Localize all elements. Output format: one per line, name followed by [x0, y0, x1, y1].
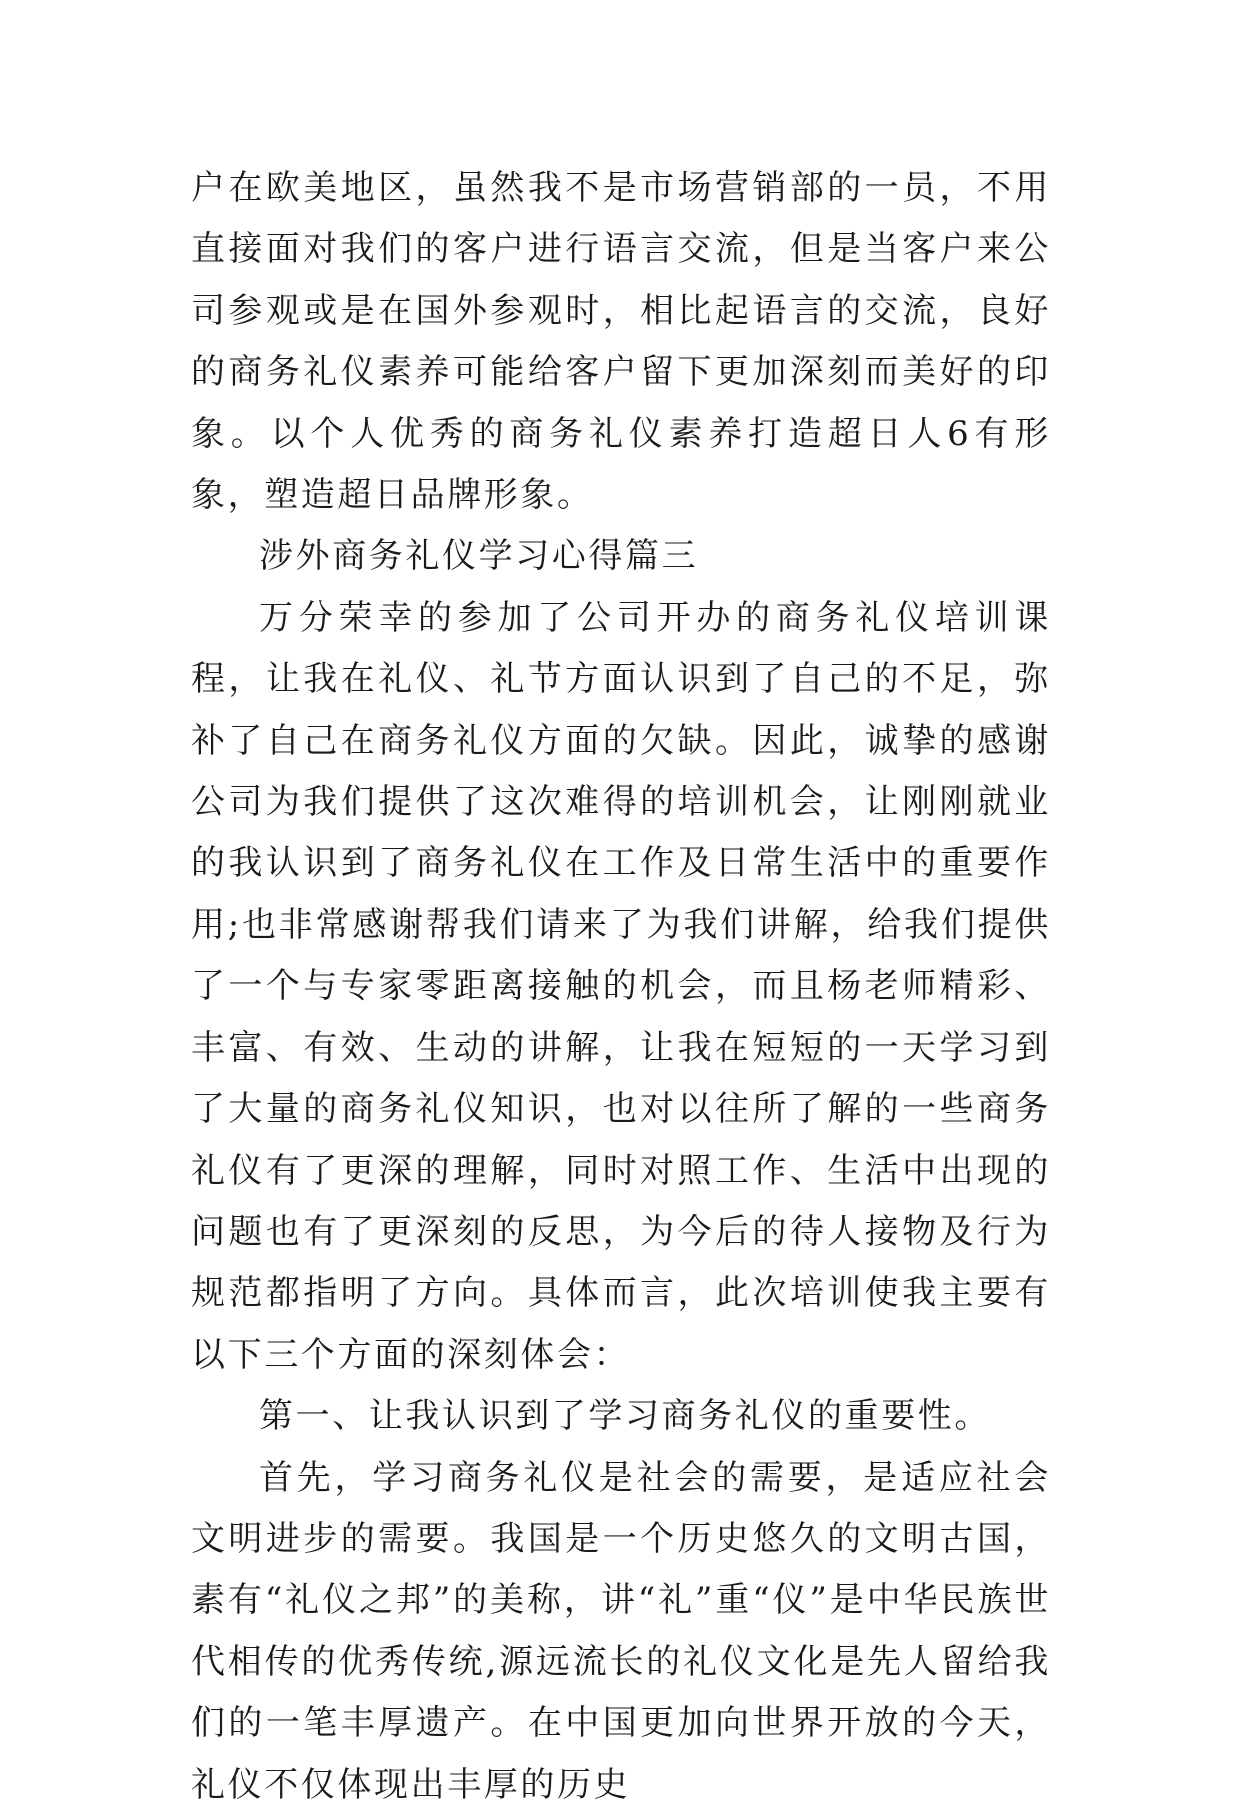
section-heading: 涉外商务礼仪学习心得篇三	[259, 536, 699, 577]
paragraph-continuation: 户在欧美地区，虽然我不是市场营销部的一员，不用直接面对我们的客户进行语言交流，但是当客户来公司参观或是在国外参观时，相比起语言的交流，良好的商务礼仪素养可能给客户留下更加深刻而美好的印象。以个人优秀的商务礼仪素养打造超日人6有形象，塑造超日品牌形象。	[191, 168, 1051, 516]
point-heading: 第一、让我认识到了学习商务礼仪的重要性。	[259, 1396, 991, 1437]
paragraph-intro: 万分荣幸的参加了公司开办的商务礼仪培训课程，让我在礼仪、礼节方面认识到了自己的不足，弥补了自己在商务礼仪方面的欠缺。因此，诚挚的感谢公司为我们提供了这次难得的培训机会，让刚刚就业的我认识到了商务礼仪在工作及日常生活中的重要作用;也非常感谢帮我们请来了为我们讲解，给我们提供了一个与专家零距离接触的机会，而且杨老师精彩、丰富、有效、生动的讲解，让我在短短的一天学习到了大量的商务礼仪知识，也对以往所了解的一些商务礼仪有了更深的理解，同时对照工作、生活中出现的问题也有了更深刻的反思，为今后的待人接物及行为规范都指明了方向。具体而言，此次培训使我主要有以下三个方面的深刻体会：	[191, 597, 1051, 1375]
paragraph-first: 首先，学习商务礼仪是社会的需要，是适应社会文明进步的需要。我国是一个历史悠久的文明古国，素有“礼仪之邦”的美称，讲“礼”重“仪”是中华民族世代相传的优秀传统,源远流长的礼仪文化是先人留给我们的一笔丰厚遗产。在中国更加向世界开放的今天，礼仪不仅体现出丰厚的历史	[191, 1457, 1051, 1805]
document-body	[191, 158, 1051, 1816]
